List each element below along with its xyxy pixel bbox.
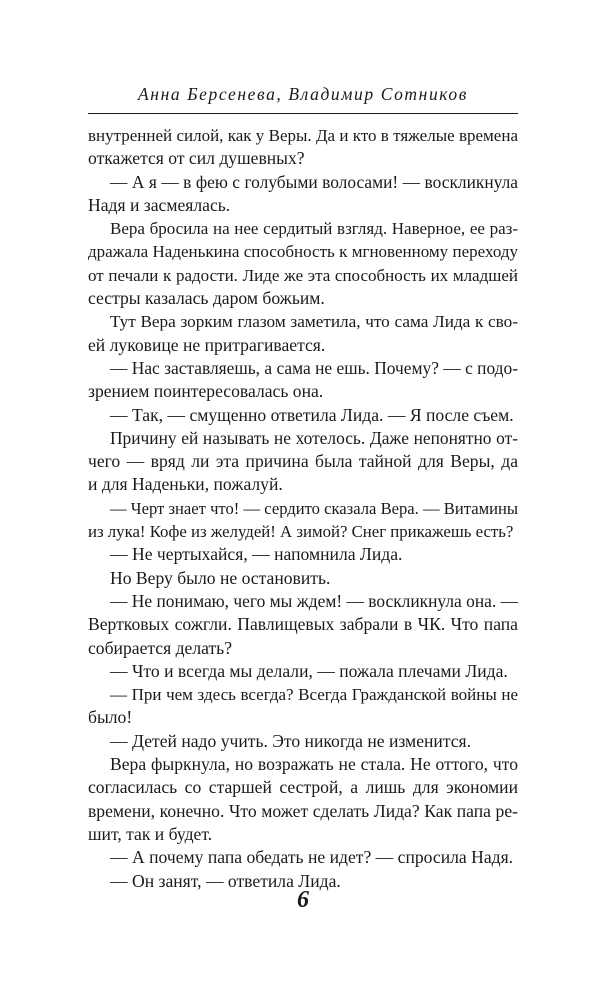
body-text	[88, 124, 518, 893]
text-line: — Он занят, — ответила Лида.	[110, 870, 341, 891]
text-line: — Детей надо учить. Это никогда не изменится.	[110, 730, 472, 751]
text-line: — Нас заставляешь, а сама не ешь. Почему? — с подо-	[110, 357, 518, 378]
text-line: Но Веру было не остановить.	[110, 567, 331, 588]
text-line: Вертковых сожгли. Павлищевых забрали в ЧК. Что папа	[88, 614, 518, 635]
text-line: из лука! Кофе из желудей! А зимой? Снег прикажешь есть?	[88, 522, 514, 542]
text-line: зрением поинтересовалась она.	[88, 381, 324, 402]
text-line: Тут Вера зорким глазом заметила, что сама Лида к сво-	[110, 312, 518, 332]
text-line: согласилась со старшей сестрой, а лишь для экономии	[88, 777, 518, 798]
text-line: дражала Наденькина способность к мгновенному переходу	[88, 242, 518, 262]
text-line: — А почему папа обедать не идет? — спросила Надя.	[110, 847, 514, 868]
header-rule	[88, 113, 518, 114]
text-line: — А я — в фею с голубыми волосами! — воскликнула	[110, 171, 518, 192]
text-line: — Так, — смущенно ответила Лида. — Я после съем.	[110, 404, 514, 425]
text-line: чего — вряд ли эта причина была тайной для Веры, да	[88, 451, 518, 472]
text-line: — Не чертыхайся, — напомнила Лида.	[110, 544, 403, 565]
text-line: сестры казалась даром божьим.	[88, 288, 325, 309]
text-line: было!	[88, 707, 133, 728]
text-line: — Что и всегда мы делали, — пожала плечами Лида.	[110, 660, 508, 681]
text-line: ей луковице не притрагивается.	[88, 334, 326, 355]
text-line: от печали к радости. Лиде же эта способность их младшей	[88, 265, 518, 285]
text-line: Причину ей называть не хотелось. Даже непонятно от-	[110, 427, 518, 448]
text-line: — Черт знает что! — сердито сказала Вера. — Витамины	[110, 498, 518, 518]
text-line: — Не понимаю, чего мы ждем! — воскликнула она. —	[110, 590, 518, 611]
text-line: времени, конечно. Что может сделать Лида? Как папа ре-	[88, 800, 518, 821]
text-line: — При чем здесь всегда? Всегда Гражданской войны не	[110, 685, 518, 705]
text-line: Вера бросила на нее сердитый взгляд. Наверное, ее раз-	[110, 219, 518, 239]
text-line: Вера фыркнула, но возражать не стала. Не оттого, что	[110, 754, 518, 775]
text-line: откажется от сил душевных?	[88, 148, 305, 169]
text-line: внутренней силой, как у Веры. Да и кто в тяжелые времена	[88, 126, 518, 145]
text-line: собирается делать?	[88, 637, 233, 658]
text-line: и для Наденьки, пожалуй.	[88, 474, 283, 495]
page-number: 6	[297, 887, 309, 913]
text-line: Надя и засмеялась.	[88, 194, 231, 215]
running-header: Анна Берсенева, Владимир Сотников	[138, 84, 468, 104]
text-line: шит, так и будет.	[88, 823, 213, 844]
